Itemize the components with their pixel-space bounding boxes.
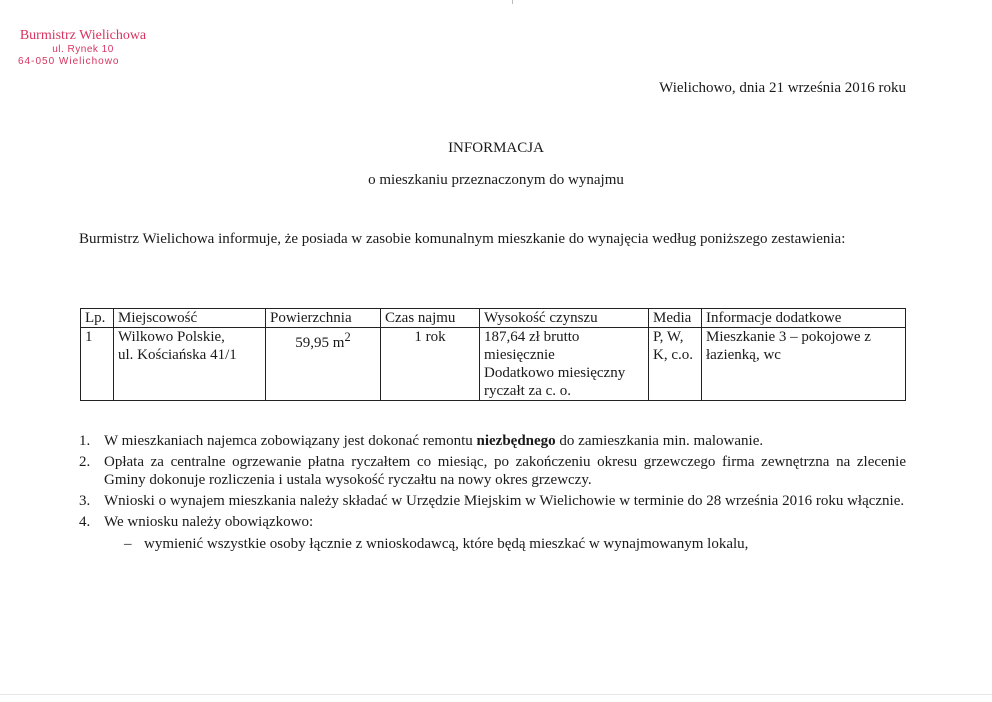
- list-item: [79, 432, 906, 450]
- cell-informacje-line2: łazienką, wc: [706, 347, 781, 363]
- list-item: [79, 453, 906, 489]
- list-item-number: 3.: [79, 493, 91, 509]
- header-miejscowosc: Miejscowość: [114, 309, 266, 328]
- header-wysokosc-czynszu: Wysokość czynszu: [480, 309, 649, 328]
- stamp-line-street: ul. Rynek 10: [52, 44, 114, 56]
- document-subtitle: o mieszkaniu przeznaczonym do wynajmu: [368, 172, 624, 188]
- page-top-mark: [512, 0, 513, 4]
- cell-miejscowosc-line2: ul. Kościańska 41/1: [118, 347, 237, 363]
- header-lp: Lp.: [81, 309, 114, 328]
- header-czas-najmu: Czas najmu: [381, 309, 480, 328]
- list-item-number: 4.: [79, 514, 91, 530]
- document-title: INFORMACJA: [448, 140, 544, 156]
- cell-lp: 1: [81, 328, 114, 401]
- cell-czynsz: [480, 328, 649, 401]
- apartment-table: [80, 308, 906, 401]
- cell-czas-najmu: 1 rok: [381, 328, 480, 401]
- stamp-line-name: Burmistrz Wielichowa: [19, 28, 147, 43]
- office-stamp: [18, 28, 148, 67]
- list-item: [79, 513, 906, 553]
- header-informacje: Informacje dodatkowe: [702, 309, 906, 328]
- cell-czynsz-line3: Dodatkowo miesięczny: [484, 365, 626, 381]
- cell-informacje: [702, 328, 906, 401]
- list-subitem: [124, 535, 906, 553]
- area-value: 59,95 m: [295, 335, 345, 351]
- list-subitem-dash: –: [124, 536, 132, 552]
- cell-czynsz-line4: ryczałt za c. o.: [484, 383, 572, 399]
- cell-miejscowosc: [114, 328, 266, 401]
- list-item: [79, 492, 906, 510]
- area-unit-superscript: 2: [344, 330, 351, 344]
- list-item-text: W mieszkaniach najemca zobowiązany jest dokonać remontu: [104, 433, 477, 449]
- header-media: Media: [649, 309, 702, 328]
- list-item-text-end: do zamieszkania min. malowanie.: [555, 433, 764, 449]
- list-subitem-text: wymienić wszystkie osoby łącznie z wnioskodawcą, które będą mieszkać w wynajmowanym lokalu,: [144, 536, 749, 552]
- page-bottom-edge: [0, 694, 992, 695]
- list-item-text: We wniosku należy obowiązkowo:: [104, 514, 314, 530]
- intro-paragraph: Burmistrz Wielichowa informuje, że posiada w zasobie komunalnym mieszkanie do wynajęcia według poniższego zestawienia:: [79, 231, 846, 247]
- header-powierzchnia: Powierzchnia: [266, 309, 381, 328]
- cell-informacje-line1: Mieszkanie 3 – pokojowe z: [706, 329, 871, 345]
- table-header-row: [81, 309, 906, 328]
- list-item-text: Wnioski o wynajem mieszkania należy składać w Urzędzie Miejskim w Wielichowie w terminie do 28 września 2016 roku włącznie.: [104, 493, 905, 509]
- cell-media-line2: K, c.o.: [653, 347, 693, 363]
- list-item-number: 1.: [79, 433, 91, 449]
- conditions-list: [79, 432, 906, 556]
- list-item-text: Opłata za centralne ogrzewanie płatna ryczałtem co miesiąc, po zakończeniu okresu grzewczego firma zewnętrzna na zlecenie Gminy dokonuje rozliczenia i ustala wysokość ryczałtu na nowy okres grzewczy.: [104, 454, 906, 488]
- stamp-line-city: 64-050 Wielichowo: [18, 55, 120, 67]
- document-date: Wielichowo, dnia 21 września 2016 roku: [659, 80, 906, 96]
- cell-czynsz-line1: 187,64 zł brutto: [484, 329, 580, 345]
- cell-powierzchnia: [266, 328, 381, 401]
- list-item-number: 2.: [79, 454, 91, 470]
- cell-czynsz-line2: miesięcznie: [484, 347, 555, 363]
- cell-media-line1: P, W,: [653, 329, 684, 345]
- cell-media: [649, 328, 702, 401]
- list-item-bold-text: niezbędnego: [476, 433, 556, 449]
- table-row: [81, 328, 906, 401]
- cell-miejscowosc-line1: Wilkowo Polskie,: [118, 329, 225, 345]
